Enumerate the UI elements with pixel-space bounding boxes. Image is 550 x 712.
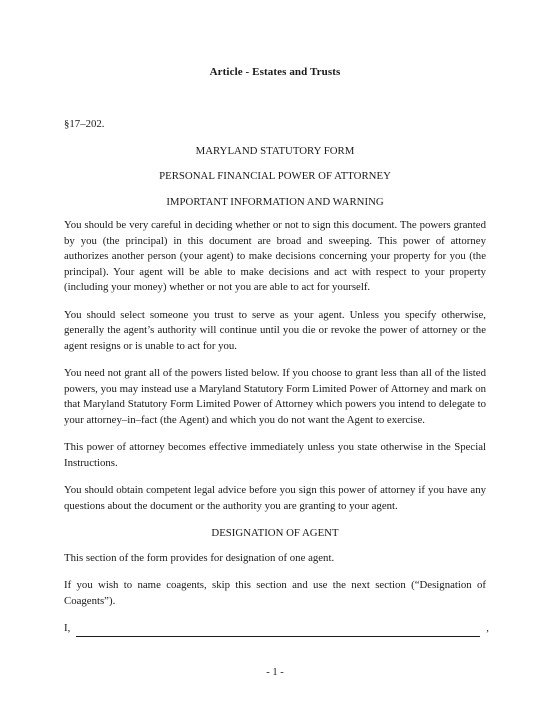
agent-name-blank[interactable] <box>76 624 480 637</box>
form-title: MARYLAND STATUTORY FORM <box>195 144 355 157</box>
warning-paragraph-5: You should obtain competent legal advice before you sign this power of attorney if you have any questions about the document or the authority you are granting to your agent. <box>64 484 486 512</box>
form-subtitle: PERSONAL FINANCIAL POWER OF ATTORNEY <box>159 170 391 182</box>
article-header: Article - Estates and Trusts <box>209 66 341 78</box>
warning-paragraph-3: You need not grant all of the powers listed below. If you choose to grant less than all of the listed powers, you may instead use a Maryland Statutory Form Limited Power of Attorney and mark on that Maryland Statutory Form Limited Power of Attorney which powers you intend to delegate to your attorney–in–fact (the Agent) and which you do not want the Agent to exercise. <box>64 367 486 426</box>
agent-line-prefix: I, <box>64 622 71 634</box>
designation-paragraph-2: If you wish to name coagents, skip this section and use the next section (“Designation of Coagents”). <box>64 579 486 607</box>
agent-line-suffix: , <box>486 622 489 634</box>
designation-heading: DESIGNATION OF AGENT <box>211 527 339 539</box>
section-number: §17–202. <box>64 118 105 130</box>
designation-paragraph-1: This section of the form provides for designation of one agent. <box>64 551 335 564</box>
agent-name-line <box>64 621 489 637</box>
warning-heading: IMPORTANT INFORMATION AND WARNING <box>166 195 384 208</box>
warning-paragraph-2: You should select someone you trust to serve as your agent. Unless you specify otherwise, generally the agent’s authority will continue until you die or revoke the power of attorney or the agent resigns or is unable to act for you. <box>64 308 486 352</box>
warning-paragraph-4: This power of attorney becomes effective immediately unless you state otherwise in the Special Instructions. <box>64 441 486 469</box>
warning-paragraph-1: You should be very careful in deciding whether or not to sign this document. The powers granted by you (the principal) in this document are broad and sweeping. This power of attorney authorizes another person (your agent) to make decisions concerning your property for you (the principal). Your agent will be able to make decisions and act with respect to your property (including your money) whether or not you are able to act for yourself. <box>64 219 486 293</box>
document-body <box>64 117 489 637</box>
page-number: - 1 - <box>266 667 284 678</box>
